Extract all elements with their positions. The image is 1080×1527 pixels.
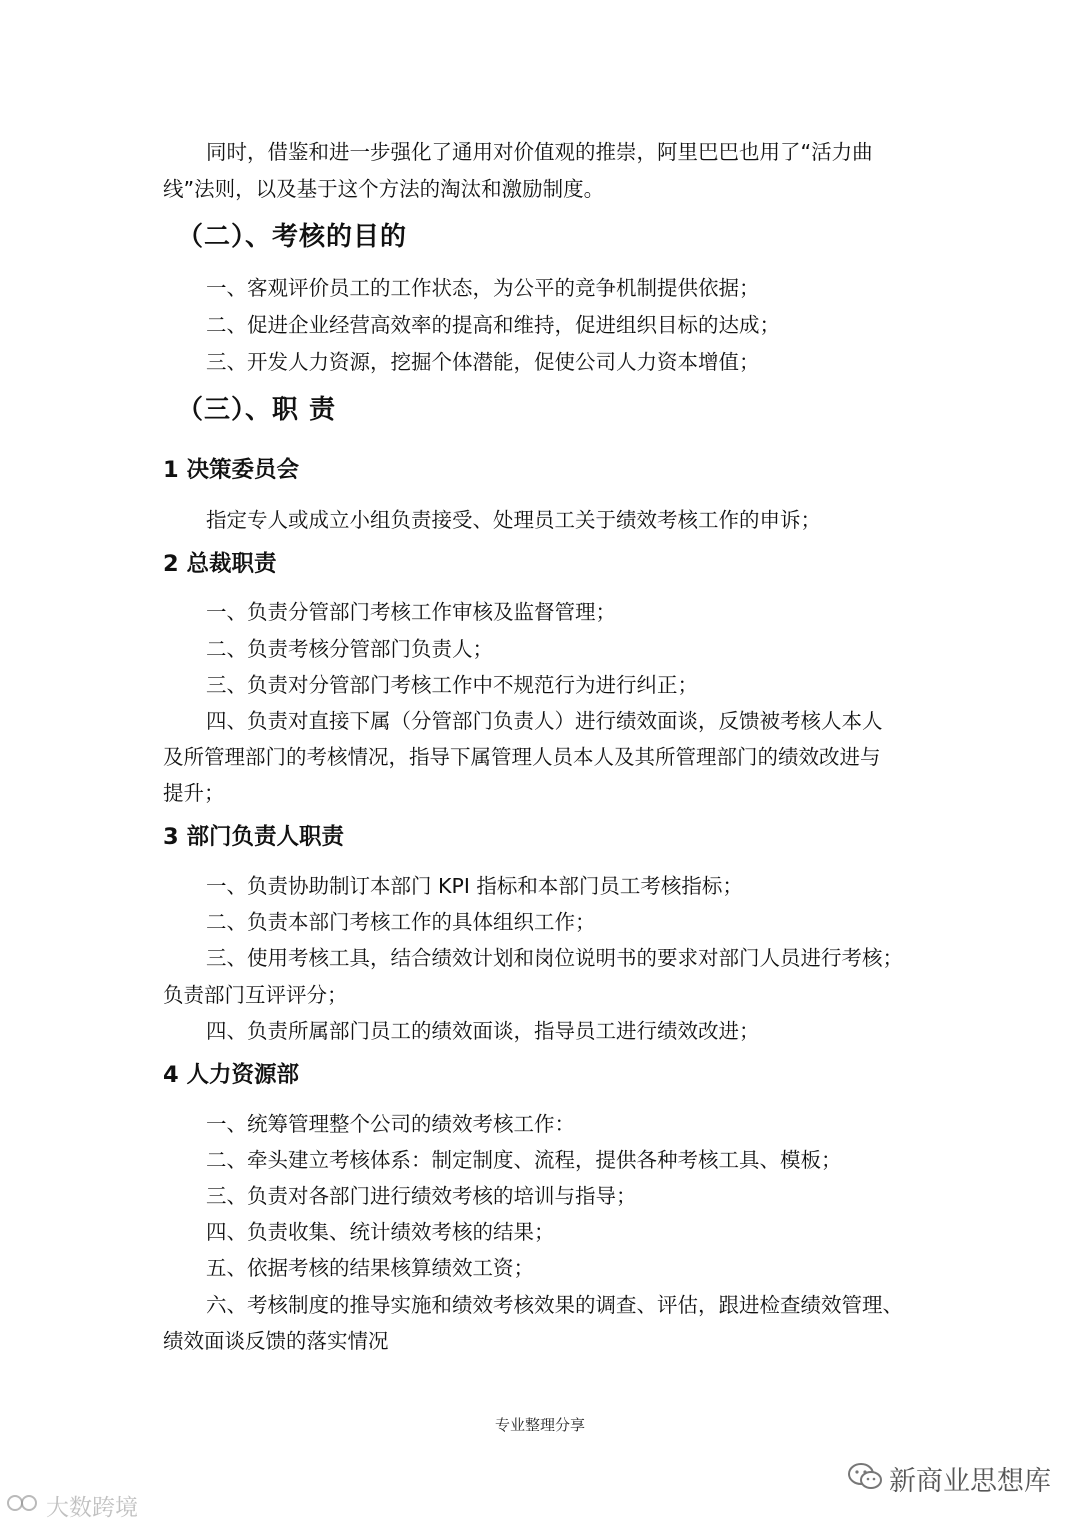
subheading-committee: 1 决策委员会 — [163, 457, 299, 483]
list-item: 绩效面谈反馈的落实情况 — [163, 1329, 389, 1353]
watermark-left-text: 大数跨境 — [46, 1495, 138, 1521]
section-heading-duties: （三）、职 责 — [177, 395, 337, 425]
section-heading-purpose: （二）、考核的目的 — [177, 222, 408, 252]
list-item: 一、客观评价员工的工作状态，为公平的竞争机制提供依据； — [206, 276, 760, 300]
list-item: 三、开发人力资源，挖掘个体潜能，促使公司人力资本增值； — [206, 350, 760, 374]
page-footer: 专业整理分享 — [494, 1416, 585, 1434]
list-item: 三、负责对各部门进行绩效考核的培训与指导； — [206, 1184, 637, 1208]
list-item: 六、考核制度的推导实施和绩效考核效果的调查、评估，跟进检查绩效管理、 — [206, 1293, 903, 1317]
list-item: 一、统筹管理整个公司的绩效考核工作： — [206, 1112, 575, 1136]
list-item: 二、负责本部门考核工作的具体组织工作； — [206, 910, 596, 934]
list-item: 提升； — [163, 781, 225, 805]
list-item: 四、负责所属部门员工的绩效面谈，指导员工进行绩效改进； — [206, 1019, 760, 1043]
watermark-left — [6, 1491, 138, 1525]
intro-line: 线”法则，以及基于这个方法的淘汰和激励制度。 — [163, 177, 605, 201]
watermark-right — [847, 1462, 1051, 1501]
list-item: 指定专人或成立小组负责接受、处理员工关于绩效考核工作的申诉； — [206, 508, 821, 532]
intro-line: 同时，借鉴和进一步强化了通用对价值观的推崇，阿里巴巴也用了“活力曲 — [206, 140, 873, 164]
list-item: 四、负责收集、统计绩效考核的结果； — [206, 1220, 555, 1244]
wechat-icon — [847, 1462, 889, 1501]
list-item: 三、使用考核工具，结合绩效计划和岗位说明书的要求对部门人员进行考核； — [206, 946, 903, 970]
list-item: 负责部门互评评分； — [163, 983, 348, 1007]
subheading-dept-head: 3 部门负责人职责 — [163, 824, 344, 850]
subheading-hr: 4 人力资源部 — [163, 1062, 299, 1088]
list-item: 及所管理部门的考核情况，指导下属管理人员本人及其所管理部门的绩效改进与 — [163, 745, 881, 769]
subheading-president: 2 总裁职责 — [163, 551, 277, 577]
list-item: 二、促进企业经营高效率的提高和维持，促进组织目标的达成； — [206, 313, 780, 337]
list-item: 四、负责对直接下属（分管部门负责人）进行绩效面谈，反馈被考核人本人 — [206, 709, 883, 733]
list-item: 一、负责协助制订本部门 KPI 指标和本部门员工考核指标； — [206, 874, 743, 898]
brand-logo-icon — [6, 1491, 46, 1525]
list-item: 二、负责考核分管部门负责人； — [206, 637, 493, 661]
list-item: 二、牵头建立考核体系：制定制度、流程，提供各种考核工具、模板； — [206, 1148, 842, 1172]
list-item: 一、负责分管部门考核工作审核及监督管理； — [206, 600, 616, 624]
watermark-right-text: 新商业思想库 — [889, 1465, 1051, 1497]
list-item: 五、依据考核的结果核算绩效工资； — [206, 1256, 534, 1280]
list-item: 三、负责对分管部门考核工作中不规范行为进行纠正； — [206, 673, 698, 697]
